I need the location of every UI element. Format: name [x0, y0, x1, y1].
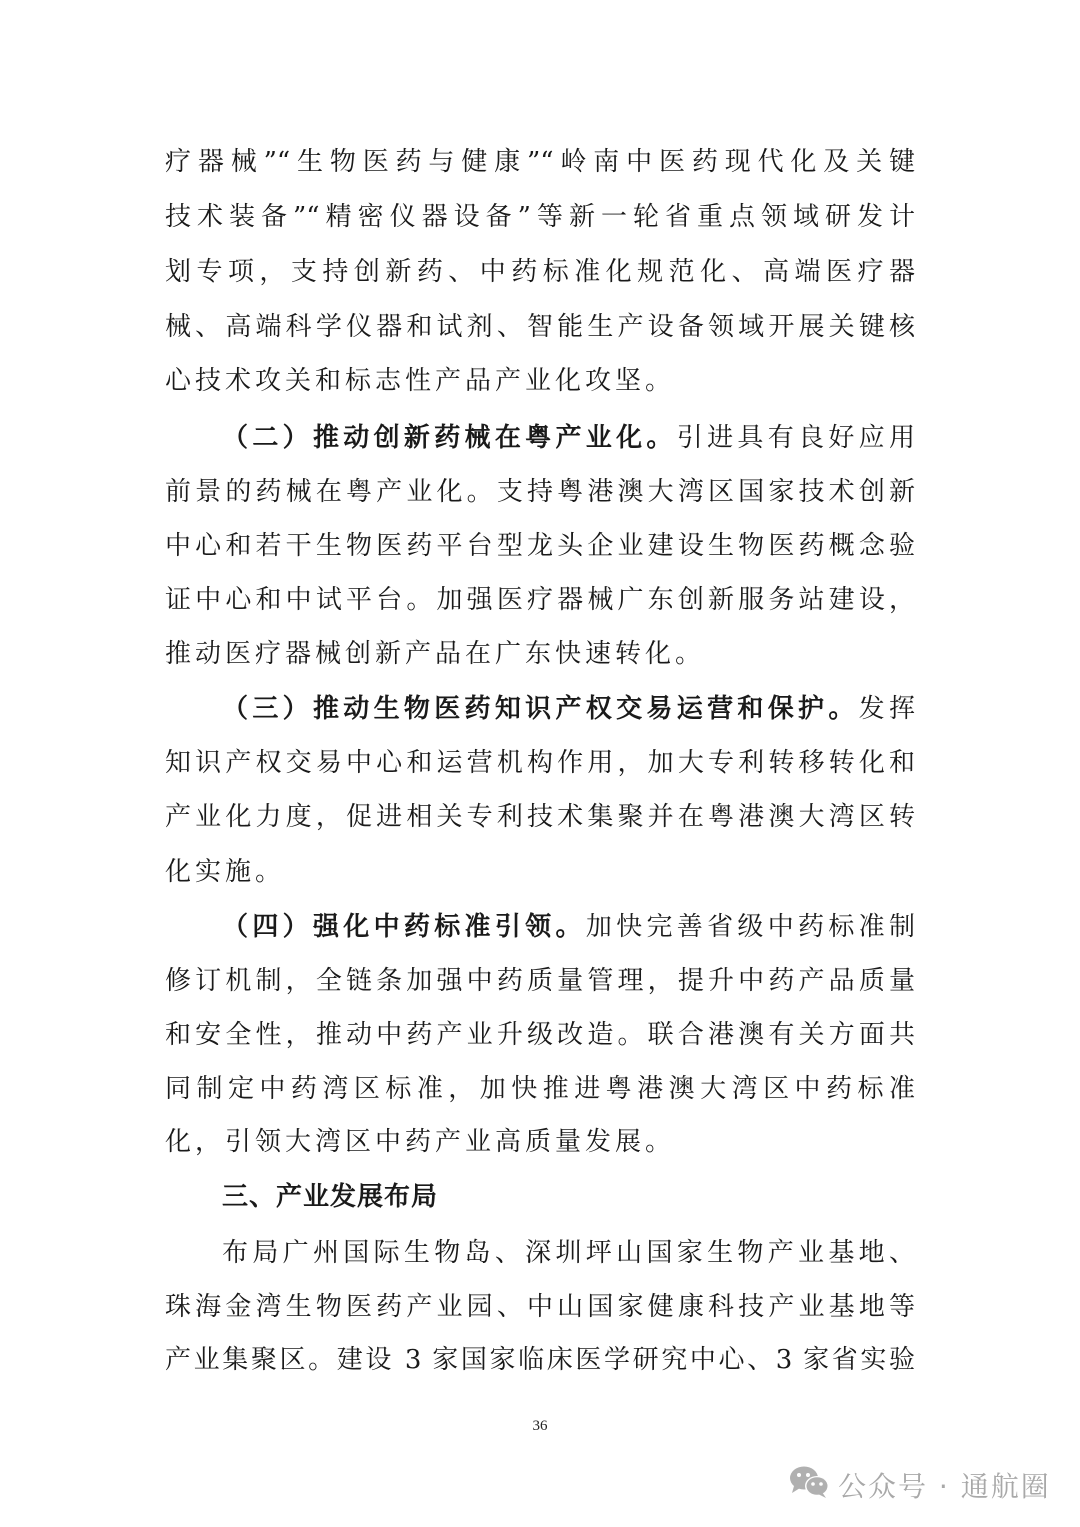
subsection-title: （二）推动创新药械在粤产业化。 [222, 423, 677, 453]
text-line [165, 145, 915, 179]
line-text: 和安全性，推动中药产业升级改造。联合港澳有关方面共 [165, 1020, 915, 1050]
line-text: 珠海金湾生物医药产业园、中山国家健康科技产业基地等 [165, 1292, 915, 1322]
text-line [222, 910, 915, 944]
line-text: 划专项，支持创新药、中药标准化规范化、高端医疗器 [165, 257, 915, 287]
subsection-title: （三）推动生物医药知识产权交易运营和保护。 [222, 694, 859, 724]
text-line [165, 583, 915, 617]
text-line [165, 200, 915, 234]
text-line [165, 800, 915, 834]
watermark [788, 1463, 1051, 1507]
text-line [222, 421, 915, 455]
text-line [165, 1018, 915, 1052]
line-text: 械、高端科学仪器和试剂、智能生产设备领域开展关键核 [165, 312, 915, 342]
line-text: 技术装备”“精密仪器设备”等新一轮省重点领域研发计 [165, 202, 915, 232]
text-line [165, 1072, 915, 1106]
line-text: 推动医疗器械创新产品在广东快速转化。 [165, 639, 706, 669]
line-text: 化实施。 [165, 857, 286, 887]
section-heading [222, 1180, 915, 1214]
line-text: 修订机制，全链条加强中药质量管理，提升中药产品质量 [165, 966, 915, 996]
heading-text: 三、产业发展布局 [222, 1182, 439, 1212]
line-text: 发挥 [858, 694, 915, 724]
line-text: 同制定中药湾区标准，加快推进粤港澳大湾区中药标准 [165, 1074, 915, 1104]
text-line [165, 1125, 915, 1159]
line-text: 中心和若干生物医药平台型龙头企业建设生物医药概念验 [165, 531, 915, 561]
line-text: 引进具有良好应用 [676, 423, 915, 453]
line-text: 产业化力度，促进相关专利技术集聚并在粤港澳大湾区转 [165, 802, 915, 832]
text-line [165, 1290, 915, 1324]
text-line [165, 255, 915, 289]
text-line [165, 529, 915, 563]
line-text: 产业集聚区。建设 3 家国家临床医学研究中心、3 家省实验 [165, 1345, 915, 1375]
line-text: 知识产权交易中心和运营机构作用，加大专利转移转化和 [165, 748, 915, 778]
line-text: 布局广州国际生物岛、深圳坪山国家生物产业基地、 [222, 1238, 915, 1268]
wechat-icon [788, 1465, 830, 1506]
text-line [165, 964, 915, 998]
line-text: 证中心和中试平台。加强医疗器械广东创新服务站建设， [165, 585, 915, 615]
text-line [165, 475, 915, 509]
line-text: 前景的药械在粤产业化。支持粤港澳大湾区国家技术创新 [165, 477, 915, 507]
text-line [222, 692, 915, 726]
text-line [165, 1343, 915, 1377]
watermark-label: 公众号 · 通航圈 [838, 1470, 1051, 1503]
text-line [165, 637, 915, 671]
subsection-title: （四）强化中药标准引领。 [222, 912, 586, 942]
line-text: 心技术攻关和标志性产品产业化攻坚。 [165, 366, 676, 396]
line-text: 化，引领大湾区中药产业高质量发展。 [165, 1127, 676, 1157]
text-line [165, 310, 915, 344]
text-line [222, 1236, 915, 1270]
line-text: 疗器械”“生物医药与健康”“岭南中医药现代化及关键 [165, 147, 915, 177]
page-number: 36 [532, 1418, 548, 1434]
text-line [165, 855, 915, 889]
text-line [165, 746, 915, 780]
line-text: 加快完善省级中药标准制 [585, 912, 915, 942]
text-line [165, 364, 915, 398]
